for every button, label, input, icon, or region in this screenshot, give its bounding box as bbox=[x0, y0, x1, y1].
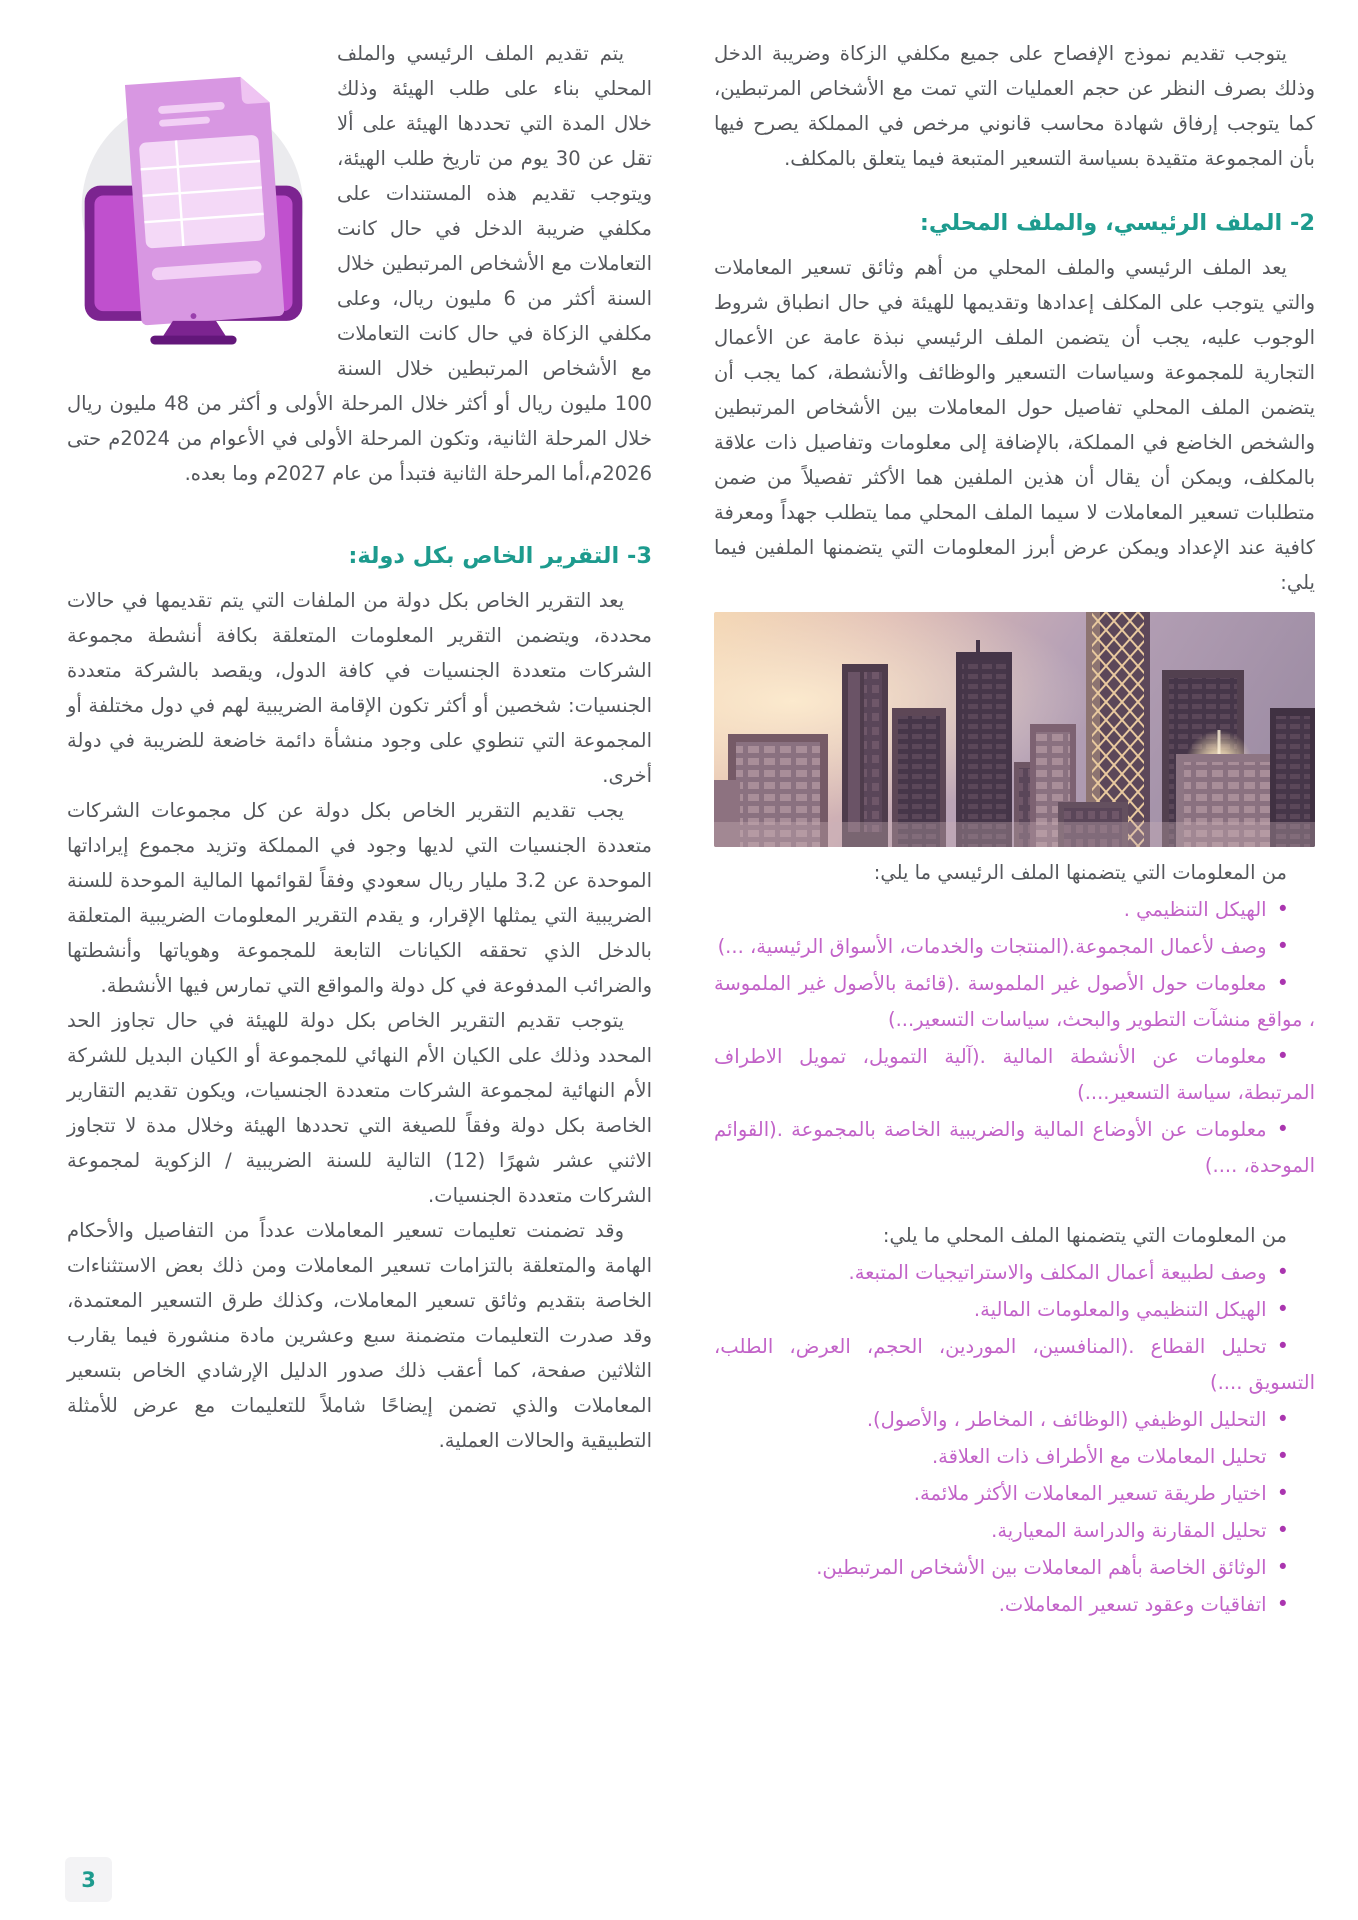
main-file-list bbox=[714, 891, 1315, 1184]
list-item: • معلومات عن الأوضاع المالية والضريبية الخاصة بالمجموعة .(القوائم الموحدة، ....) bbox=[714, 1111, 1315, 1184]
list-item: • اختيار طريقة تسعير المعاملات الأكثر ملائمة. bbox=[714, 1475, 1315, 1512]
list-item: • وصف لطبيعة أعمال المكلف والاستراتيجيات المتبعة. bbox=[714, 1254, 1315, 1291]
list-item: • الوثائق الخاصة بأهم المعاملات بين الأشخاص المرتبطين. bbox=[714, 1549, 1315, 1586]
list-item: • تحليل المقارنة والدراسة المعيارية. bbox=[714, 1512, 1315, 1549]
paragraph-cbc-report-3: يتوجب تقديم التقرير الخاص بكل دولة للهيئة في حال تجاوز الحد المحدد وذلك على الكيان الأم النهائي للمجموعة أو الكيان البديل للشركة الأم النهائية لمجموعة الشركات متعددة الجنسيات، ويكون تقديم التقارير الخاصة بكل دولة وفقاً للصيغة التي تحددها الهيئة وخلال مدة لا تتجاوز الاثني عشر شهرًا (12) التالية للسنة الضريبية / الزكوية لمجموعة الشركات متعددة الجنسيات. bbox=[67, 1009, 652, 1207]
paragraph-submission-thresholds: يتم تقديم الملف الرئيسي والملف المحلي بناء على طلب الهيئة وذلك خلال المدة التي تحددها الهيئة على ألا تقل عن 30 يوم من تاريخ طلب الهيئة، ويتوجب تقديم هذه المستندات على مكلفي ضريبة الدخل في حال كانت التعاملات مع الأشخاص المرتبطين خلال السنة أكثر من 6 مليون ريال، وعلى مكلفي الزكاة في حال كانت التعاملات مع الأشخاص المرتبطين خلال السنة 100 مليون ريال أو أكثر خلال المرحلة الأولى و أكثر من 48 مليون ريال خلال المرحلة الثانية، وتكون المرحلة الأولى في الأعوام من 2024م حتى 2026م،أما المرحلة الثانية فتبدأ من عام 2027م وما بعده. bbox=[67, 42, 653, 485]
section-3-heading: 3- التقرير الخاص بكل دولة: bbox=[348, 543, 652, 569]
list-item: • التحليل الوظيفي (الوظائف ، المخاطر ، والأصول). bbox=[714, 1401, 1315, 1438]
list-item: • معلومات عن الأنشطة المالية .(آلية التمويل، تمويل الاطراف المرتبطة، سياسة التسعير....) bbox=[714, 1038, 1315, 1111]
paragraph-tp-instructions: وقد تضمنت تعليمات تسعير المعاملات عدداً من التفاصيل والأحكام الهامة والمتعلقة بالتزامات تسعير المعاملات ومن ذلك بعض الاستثناءات الخاصة بتقديم وثائق تسعير المعاملات، وكذلك طرق التسعير المعتمدة، وقد صدرت التعليمات متضمنة سبع وعشرين مادة منشورة فيما يقارب الثلاثين صفحة، كما أعقب ذلك صدور الدليل الإرشادي الخاص بتسعير المعاملات والذي تضمن إيضاحًا شاملاً للتعليمات مع عرض للأمثلة التطبيقية والحالات العملية. bbox=[67, 1219, 652, 1452]
list-item: • وصف لأعمال المجموعة.(المنتجات والخدمات، الأسواق الرئيسية، ...) bbox=[714, 928, 1315, 965]
skyline-illustration bbox=[714, 612, 1315, 847]
paragraph-disclosure-form: يتوجب تقديم نموذج الإفصاح على جميع مكلفي الزكاة وضريبة الدخل وذلك بصرف النظر عن حجم العمليات التي تمت مع الأشخاص المرتبطين، كما يتوجب إرفاق شهادة محاسب قانوني مرخص في المملكة يصرح فيها بأن المجموعة متقيدة بسياسة التسعير المتبعة فيما يتعلق بالمكلف. bbox=[714, 42, 1315, 170]
list-item: • تحليل القطاع .(المنافسين، الموردين، الحجم، العرض، الطلب، التسويق ....) bbox=[714, 1328, 1315, 1401]
page-number-badge bbox=[65, 1857, 112, 1902]
left-column bbox=[67, 36, 652, 1623]
city-skyline-photo bbox=[714, 612, 1315, 847]
monitor-document-icon bbox=[67, 40, 317, 345]
list-item: • الهيكل التنظيمي . bbox=[714, 891, 1315, 928]
local-file-list-intro: من المعلومات التي يتضمنها الملف المحلي ما يلي: bbox=[882, 1224, 1287, 1247]
paragraph-cbc-report-2: يجب تقديم التقرير الخاص بكل دولة عن كل مجموعات الشركات متعددة الجنسيات التي لديها وجود في المملكة وتزيد مجموع إيراداتها الموحدة عن 3.2 مليار ريال سعودي وفقاً لقوائمها المالية الموحدة للسنة الضريبية التي يمثلها الإقرار، و يقدم التقرير المعلومات الضريبية المتعلقة بالدخل الذي تحققه الكيانات التابعة للمجموعة وهوياتها وأنشطتها والضرائب المدفوعة في كل دولة والمواقع التي تمارس فيها الأنشطة. bbox=[67, 799, 653, 997]
list-item: • الهيكل التنظيمي والمعلومات المالية. bbox=[714, 1291, 1315, 1328]
local-file-list bbox=[714, 1254, 1315, 1623]
list-item: • معلومات حول الأصول غير الملموسة .(قائمة بالأصول غير الملموسة ، مواقع منشآت التطوير والبحث، سياسات التسعير...) bbox=[714, 965, 1315, 1038]
list-item: • تحليل المعاملات مع الأطراف ذات العلاقة. bbox=[714, 1438, 1315, 1475]
main-file-list-intro: من المعلومات التي يتضمنها الملف الرئيسي ما يلي: bbox=[873, 861, 1287, 884]
paragraph-master-local-file: يعد الملف الرئيسي والملف المحلي من أهم وثائق تسعير المعاملات والتي يتوجب على المكلف إعدادها وتقديمها للهيئة في حال انطباق شروط الوجوب عليه، يجب أن يتضمن الملف الرئيسي نبذة عامة عن الأعمال التجارية للمجموعة وسياسات التسعير والوظائف والأنشطة، كما يجب أن يتضمن الملف المحلي تفاصيل حول المعاملات بين الأشخاص المرتبطين والشخص الخاضع في المملكة، بالإضافة إلى معلومات وتفاصيل ذات علاقة بالمكلف، ويمكن أن يقال أن هذين الملفين هما الأكثر تفصيلاً من ضمن متطلبات تسعير المعاملات لا سيما الملف المحلي مما يتطلب جهداً ومعرفة كافية عند الإعداد ويمكن عرض أبرز المعلومات التي يتضمنها الملفين فيما يلي: bbox=[714, 256, 1315, 594]
section-2-heading: 2- الملف الرئيسي، والملف المحلي: bbox=[919, 210, 1315, 236]
paragraph-cbc-report-1: يعد التقرير الخاص بكل دولة من الملفات التي يتم تقديمها في حالات محددة، ويتضمن التقرير المعلومات المتعلقة بكافة أنشطة مجموعة الشركات متعددة الجنسيات في كافة الدول، ويقصد بالشركة متعددة الجنسيات: شخصين أو أكثر تكون الإقامة الضريبية لهم في دول مختلفة أو المجموعة التي تنطوي على وجود منشأة دائمة خاضعة للضريبة في دولة أخرى. bbox=[67, 589, 652, 787]
page-number: 3 bbox=[81, 1867, 96, 1892]
monitor-document-illustration bbox=[67, 40, 317, 345]
list-item: • اتفاقيات وعقود تسعير المعاملات. bbox=[714, 1586, 1315, 1623]
right-column bbox=[714, 36, 1315, 1623]
